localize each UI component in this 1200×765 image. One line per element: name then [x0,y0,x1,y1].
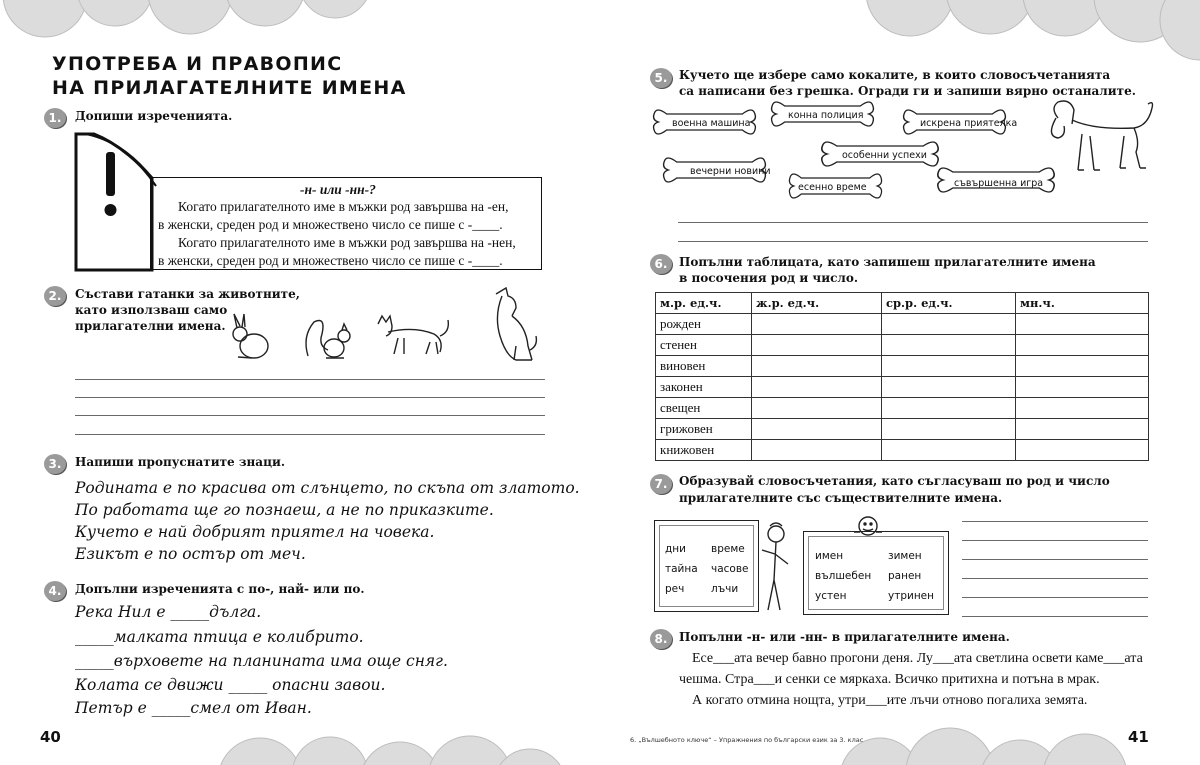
peeking-face-icon [848,512,888,536]
page-number-right: 41 [1128,728,1149,746]
dog-icon [1044,96,1162,178]
exercise-6-line-1: Попълни таблицата, като запишеш прилагателните имена [679,255,1096,269]
rule-line-3: Когато прилагателното име в мъжки род завършва на -нен, [178,235,516,250]
rule-heading: -н- или -нн-? [300,182,376,197]
answer-cell[interactable] [882,440,1016,461]
exercise-4-instruction: Допълни изреченията с по-, най- или по. [75,582,365,596]
col-header-1: м.р. ед.ч. [656,293,752,314]
adj-2: зимен [888,550,922,562]
answer-cell[interactable] [882,398,1016,419]
answer-cell[interactable] [752,419,882,440]
rabbit-icon [228,312,276,362]
proverb-2: По работата ще го познаеш, а не по приказките. [75,501,494,519]
answer-cell[interactable] [1016,377,1149,398]
answer-line-7e[interactable] [962,597,1148,598]
answer-line-2d[interactable] [75,434,545,435]
exercise-3-instruction: Напиши пропуснатите знаци. [75,455,286,469]
adj-6: утринен [888,590,935,602]
exercise-7-line-1: Образувай словосъчетания, като съгласуваш по род и число [679,474,1110,488]
exercise-4-number: 4. [44,581,66,601]
page-number-left: 40 [40,728,61,746]
exercise-8-number: 8. [650,629,672,649]
exercise-7-line-2: прилагателните със съществителните имена. [679,491,1003,505]
answer-line-7a[interactable] [962,521,1148,522]
noun-3: тайна [665,563,698,575]
sentence-4-5: Петър е _____смел от Иван. [75,699,312,717]
exercise-2-line-2: като използваш само [75,303,228,317]
answer-cell[interactable] [1016,356,1149,377]
exercise-8-instruction: Попълни -н- или -нн- в прилагателните имена. [679,630,1010,644]
word-cell: свещен [656,398,752,419]
squirrel-icon [300,316,358,362]
adj-4: ранен [888,570,922,582]
rule-line-1: Когато прилагателното име в мъжки род завършва на -ен, [178,199,509,214]
answer-line-2b[interactable] [75,397,545,398]
word-cell: книжовен [656,440,752,461]
adj-5: устен [815,590,847,602]
answer-line-7b[interactable] [962,540,1148,541]
exercise-1-number: 1. [44,108,66,128]
bone-label-3[interactable]: искрена приятелка [920,118,1018,129]
exercise-5-line-2: са написани без грешка. Огради ги и запиши вярно останалите. [679,84,1136,98]
answer-cell[interactable] [752,335,882,356]
bone-label-5[interactable]: вечерни новини [690,166,771,177]
answer-line-7f[interactable] [962,616,1148,617]
exercise-1-instruction: Допиши изреченията. [75,109,233,123]
answer-cell[interactable] [1016,398,1149,419]
answer-cell[interactable] [882,314,1016,335]
col-header-3: ср.р. ед.ч. [882,293,1016,314]
exercise-5-line-1: Кучето ще избере само кокалите, в които словосъчетанията [679,68,1111,82]
adj-1: имен [815,550,844,562]
cat-icon [374,312,452,358]
adj-3: вълшебен [815,570,872,582]
footer-credit: 6. „Вълшебното ключе“ – Упражнения по български език за 3. клас [630,736,864,744]
word-cell: виновен [656,356,752,377]
sentence-4-1: Река Нил е _____дълга. [75,603,262,621]
bone-label-1[interactable]: военна машина [672,118,751,129]
rule-line-4: в женски, среден род и множествено число се пише с -____. [158,253,503,268]
noun-6: лъчи [711,583,739,595]
answer-cell[interactable] [882,377,1016,398]
exercise-2-line-3: прилагателни имена. [75,319,226,333]
answer-line-5a[interactable] [678,222,1148,223]
answer-cell[interactable] [1016,419,1149,440]
stick-figure-icon [756,520,796,616]
page-title-line1: УПОТРЕБА И ПРАВОПИС [52,53,343,75]
exclamation-book-icon [64,128,164,278]
answer-cell[interactable] [752,356,882,377]
noun-2: време [711,543,745,555]
answer-cell[interactable] [752,398,882,419]
exercise-3-number: 3. [44,454,66,474]
bone-label-7[interactable]: съвършенна игра [954,178,1044,189]
answer-cell[interactable] [1016,440,1149,461]
answer-cell[interactable] [752,314,882,335]
text-8-line-1: Есе___ата вечер бавно прогони деня. Лу___ата светлина освети каме___ата [692,651,1143,666]
answer-cell[interactable] [882,335,1016,356]
word-cell: стенен [656,335,752,356]
word-cell: грижовен [656,419,752,440]
wolf-icon [486,286,540,366]
bone-label-2[interactable]: конна полиция [788,110,864,121]
answer-cell[interactable] [882,419,1016,440]
exercise-6-line-2: в посочения род и число. [679,271,859,285]
answer-cell[interactable] [752,440,882,461]
exercise-2-line-1: Състави гатанки за животните, [75,287,300,301]
answer-cell[interactable] [1016,335,1149,356]
answer-line-7d[interactable] [962,578,1148,579]
sentence-4-3: _____върховете на планината има още сняг. [75,652,448,670]
answer-line-2a[interactable] [75,379,545,380]
noun-5: реч [665,583,685,595]
noun-4: часове [711,563,749,575]
sentence-4-4: Колата се движи _____ опасни завои. [75,676,386,694]
page-title-line2: НА ПРИЛАГАТЕЛНИТЕ ИМЕНА [52,77,407,99]
text-8-line-2: чешма. Стра___и сенки се мяркаха. Всичко притихна и потъна в мрак. [679,672,1100,687]
col-header-2: ж.р. ед.ч. [752,293,882,314]
sentence-4-2: _____малката птица е колибрито. [75,628,364,646]
rule-line-2: в женски, среден род и множествено число се пише с -____. [158,217,503,232]
proverb-3: Кучето е най добрият приятел на човека. [75,523,435,541]
exercise-6-number: 6. [650,254,672,274]
col-header-4: мн.ч. [1016,293,1149,314]
answer-line-5b[interactable] [678,241,1148,242]
noun-1: дни [665,543,686,555]
word-cell: рожден [656,314,752,335]
answer-line-7c[interactable] [962,559,1148,560]
proverb-1: Родината е по красива от слънцето, по скъпа от златото. [75,479,580,497]
word-cell: законен [656,377,752,398]
bone-label-4[interactable]: особенни успехи [842,150,927,161]
proverb-4: Езикът е по остър от меч. [75,545,306,563]
bone-label-6[interactable]: есенно време [798,182,867,193]
answer-cell[interactable] [752,377,882,398]
exercise-7-number: 7. [650,474,672,494]
answer-line-2c[interactable] [75,415,545,416]
answer-cell[interactable] [882,356,1016,377]
exercise-2-number: 2. [44,286,66,306]
text-8-line-3: А когато отмина нощта, утри___ите лъчи отново погалиха земята. [692,693,1088,708]
answer-cell[interactable] [1016,314,1149,335]
adjective-table [655,292,1149,461]
exercise-5-number: 5. [650,68,672,88]
